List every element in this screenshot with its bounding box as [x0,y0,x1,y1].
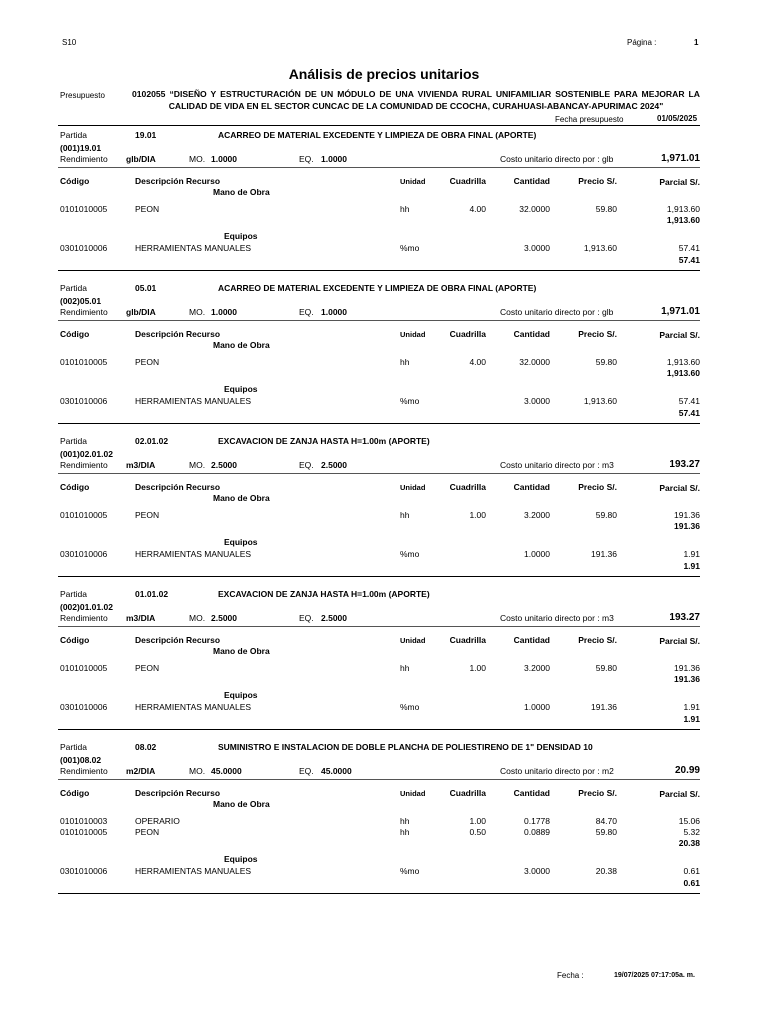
col-cuadrilla: Cuadrilla [449,482,486,492]
resource-precio: 59.80 [595,663,617,673]
labor-subtotal: 1,913.60 [666,215,700,225]
resource-unit: hh [400,204,410,214]
resource-code: 0101010005 [60,663,108,673]
rendimiento-label: Rendimiento [60,154,108,164]
rendimiento-unit: m3/DIA [126,460,156,470]
resource-unit: hh [400,663,410,673]
resource-desc: PEON [135,510,160,520]
equip-subtotal: 57.41 [678,408,700,418]
rendimiento-label: Rendimiento [60,766,108,776]
resource-parcial: 191.36 [674,510,700,520]
resource-cantidad: 3.0000 [524,866,550,876]
resource-desc: PEON [135,827,160,837]
col-cuadrilla: Cuadrilla [449,176,486,186]
equip-subtotal: 1.91 [683,714,700,724]
resource-precio: 59.80 [595,204,617,214]
rendimiento-unit: glb/DIA [126,307,156,317]
footer-date-label: Fecha : [557,971,584,980]
partida-description: ACARREO DE MATERIAL EXCEDENTE Y LIMPIEZA DE OBRA FINAL (APORTE) [218,283,537,293]
partida-code: 02.01.02 [135,436,169,446]
resource-precio: 1,913.60 [583,396,617,406]
col-cuadrilla: Cuadrilla [449,788,486,798]
mo-value: 2.5000 [211,460,237,470]
resource-cuadrilla: 1.00 [469,510,486,520]
resource-parcial: 5.32 [683,827,700,837]
equip-subtotal: 1.91 [683,561,700,571]
resource-desc: PEON [135,204,160,214]
mo-label: MO. [189,460,206,470]
col-parcial: Parcial S/. [659,177,700,187]
col-cuadrilla: Cuadrilla [449,329,486,339]
col-cantidad: Cantidad [513,329,550,339]
mo-value: 2.5000 [211,613,237,623]
budget-date-label: Fecha presupuesto [555,115,624,124]
resource-cantidad: 32.0000 [519,204,550,214]
mo-value: 1.0000 [211,154,237,164]
resource-code: 0101010005 [60,510,108,520]
resource-precio: 59.80 [595,357,617,367]
partida-divider [58,779,700,780]
col-cantidad: Cantidad [513,788,550,798]
resource-precio: 20.38 [595,866,617,876]
col-cuadrilla: Cuadrilla [449,635,486,645]
partida-block [0,127,768,280]
mano-de-obra-heading: Mano de Obra [213,340,270,350]
resource-cantidad: 32.0000 [519,357,550,367]
partida-label: Partida [60,130,87,140]
resource-cantidad: 3.0000 [524,396,550,406]
budget-description-line1: 0102055 “DISEÑO Y ESTRUCTURACIÓN DE UN MÓDULO DE UNA VIVIENDA RURAL UNIFAMILIAR SOSTENIBLE PARA MEJORAR LA [132,89,700,99]
partida-divider [58,320,700,321]
resource-cuadrilla: 1.00 [469,663,486,673]
eq-label: EQ. [299,154,314,164]
mano-de-obra-heading: Mano de Obra [213,646,270,656]
resource-cantidad: 0.0889 [524,827,550,837]
rendimiento-unit: glb/DIA [126,154,156,164]
rendimiento-label: Rendimiento [60,307,108,317]
equip-subtotal: 57.41 [678,255,700,265]
partida-label: Partida [60,283,87,293]
resource-desc: OPERARIO [135,816,180,826]
mano-de-obra-heading: Mano de Obra [213,187,270,197]
resource-desc: HERRAMIENTAS MANUALES [135,866,252,876]
col-cantidad: Cantidad [513,482,550,492]
resource-parcial: 0.61 [683,866,700,876]
col-precio: Precio S/. [578,176,617,186]
col-unidad: Unidad [400,789,426,798]
budget-date: 01/05/2025 [657,114,698,123]
col-descripcion: Descripción Recurso [135,329,221,339]
rendimiento-label: Rendimiento [60,613,108,623]
equipos-heading: Equipos [224,384,258,394]
partida-subcode: (001)08.02 [60,755,102,765]
col-parcial: Parcial S/. [659,789,700,799]
rendimiento-unit: m3/DIA [126,613,156,623]
col-unidad: Unidad [400,636,426,645]
partida-divider [58,473,700,474]
partida-block [0,433,768,586]
partida-subcode: (002)01.01.02 [60,602,113,612]
mo-label: MO. [189,613,206,623]
partida-block [0,280,768,433]
partida-code: 08.02 [135,742,157,752]
resource-unit: hh [400,816,410,826]
partida-end-divider [58,893,700,894]
equipos-heading: Equipos [224,854,258,864]
partida-code: 19.01 [135,130,157,140]
mano-de-obra-heading: Mano de Obra [213,493,270,503]
resource-cantidad: 1.0000 [524,702,550,712]
equipos-heading: Equipos [224,537,258,547]
col-parcial: Parcial S/. [659,483,700,493]
col-codigo: Código [60,635,90,645]
resource-cuadrilla: 4.00 [469,357,486,367]
partida-code: 01.01.02 [135,589,169,599]
resource-unit: hh [400,357,410,367]
col-unidad: Unidad [400,483,426,492]
partida-label: Partida [60,589,87,599]
mo-label: MO. [189,766,206,776]
resource-parcial: 57.41 [678,396,700,406]
labor-subtotal: 191.36 [674,521,700,531]
resource-precio: 191.36 [591,549,617,559]
col-precio: Precio S/. [578,788,617,798]
partida-description: SUMINISTRO E INSTALACION DE DOBLE PLANCHA DE POLIESTIRENO DE 1" DENSIDAD 10 [218,742,593,752]
resource-desc: HERRAMIENTAS MANUALES [135,396,252,406]
header-divider [58,125,700,126]
resource-precio: 84.70 [595,816,617,826]
col-parcial: Parcial S/. [659,636,700,646]
resource-desc: HERRAMIENTAS MANUALES [135,243,252,253]
unit-cost-value: 1,971.01 [661,153,700,164]
eq-value: 45.0000 [321,766,352,776]
resource-cantidad: 3.0000 [524,243,550,253]
page-number: 1 [694,38,699,47]
eq-value: 1.0000 [321,307,347,317]
col-codigo: Código [60,482,90,492]
partida-description: EXCAVACION DE ZANJA HASTA H=1.00m (APORTE) [218,589,430,599]
partida-block [0,586,768,739]
resource-unit: %mo [400,243,420,253]
resource-cuadrilla: 1.00 [469,816,486,826]
labor-subtotal: 20.38 [678,838,700,848]
partida-end-divider [58,576,700,577]
eq-value: 1.0000 [321,154,347,164]
resource-precio: 191.36 [591,702,617,712]
col-unidad: Unidad [400,177,426,186]
unit-cost-value: 193.27 [669,612,700,623]
resource-cuadrilla: 4.00 [469,204,486,214]
resource-cantidad: 3.2000 [524,510,550,520]
resource-code: 0101010005 [60,827,108,837]
report-code: S10 [62,38,77,47]
partida-divider [58,167,700,168]
partida-label: Partida [60,436,87,446]
partida-block [0,739,768,892]
resource-precio: 59.80 [595,827,617,837]
col-descripcion: Descripción Recurso [135,788,221,798]
col-unidad: Unidad [400,330,426,339]
eq-label: EQ. [299,613,314,623]
resource-desc: HERRAMIENTAS MANUALES [135,549,252,559]
partida-code: 05.01 [135,283,157,293]
mo-label: MO. [189,307,206,317]
resource-code: 0101010005 [60,357,108,367]
col-precio: Precio S/. [578,329,617,339]
mo-label: MO. [189,154,206,164]
eq-value: 2.5000 [321,460,347,470]
footer-date: 19/07/2025 07:17:05a. m. [614,972,695,979]
resource-unit: %mo [400,396,420,406]
partida-subcode: (001)02.01.02 [60,449,113,459]
col-precio: Precio S/. [578,635,617,645]
col-parcial: Parcial S/. [659,330,700,340]
col-descripcion: Descripción Recurso [135,635,221,645]
resource-code: 0301010006 [60,549,108,559]
unit-cost-label: Costo unitario directo por : glb [500,154,614,164]
col-codigo: Código [60,788,90,798]
resource-code: 0101010005 [60,204,108,214]
resource-unit: %mo [400,702,420,712]
resource-precio: 59.80 [595,510,617,520]
partida-description: EXCAVACION DE ZANJA HASTA H=1.00m (APORTE) [218,436,430,446]
resource-unit: %mo [400,549,420,559]
page-title: Análisis de precios unitarios [288,66,480,82]
resource-code: 0301010006 [60,396,108,406]
col-cantidad: Cantidad [513,176,550,186]
rendimiento-label: Rendimiento [60,460,108,470]
unit-cost-value: 1,971.01 [661,306,700,317]
resource-cuadrilla: 0.50 [469,827,486,837]
rendimiento-unit: m2/DIA [126,766,156,776]
partida-description: ACARREO DE MATERIAL EXCEDENTE Y LIMPIEZA DE OBRA FINAL (APORTE) [218,130,537,140]
resource-cantidad: 1.0000 [524,549,550,559]
partida-end-divider [58,270,700,271]
unit-cost-value: 20.99 [674,765,700,776]
partida-divider [58,626,700,627]
equipos-heading: Equipos [224,231,258,241]
labor-subtotal: 191.36 [674,674,700,684]
col-descripcion: Descripción Recurso [135,482,221,492]
labor-subtotal: 1,913.60 [666,368,700,378]
mo-value: 1.0000 [211,307,237,317]
eq-label: EQ. [299,307,314,317]
resource-parcial: 1.91 [683,702,700,712]
unit-cost-label: Costo unitario directo por : m2 [500,766,614,776]
eq-label: EQ. [299,460,314,470]
eq-label: EQ. [299,766,314,776]
unit-cost-value: 193.27 [669,459,700,470]
resource-cantidad: 0.1778 [524,816,550,826]
mano-de-obra-heading: Mano de Obra [213,799,270,809]
resource-desc: HERRAMIENTAS MANUALES [135,702,252,712]
equip-subtotal: 0.61 [683,878,700,888]
equipos-heading: Equipos [224,690,258,700]
resource-parcial: 57.41 [678,243,700,253]
col-precio: Precio S/. [578,482,617,492]
resource-code: 0301010006 [60,702,108,712]
resource-unit: %mo [400,866,420,876]
col-descripcion: Descripción Recurso [135,176,221,186]
resource-parcial: 1,913.60 [666,204,700,214]
partida-subcode: (001)19.01 [60,143,102,153]
page-label: Página : [627,38,657,47]
resource-code: 0101010003 [60,816,108,826]
col-cantidad: Cantidad [513,635,550,645]
budget-label: Presupuesto [60,91,105,100]
resource-parcial: 1.91 [683,549,700,559]
resource-desc: PEON [135,663,160,673]
partida-end-divider [58,729,700,730]
unit-cost-label: Costo unitario directo por : glb [500,307,614,317]
partida-end-divider [58,423,700,424]
resource-unit: hh [400,510,410,520]
resource-unit: hh [400,827,410,837]
budget-description-line2: CALIDAD DE VIDA EN EL SECTOR CUNCAC DE LA COMUNIDAD DE CCOCHA, CURAHUASI-ABANCAY-APURIMAC 2024" [168,101,664,111]
resource-parcial: 15.06 [678,816,700,826]
resource-precio: 1,913.60 [583,243,617,253]
unit-cost-label: Costo unitario directo por : m3 [500,613,614,623]
resource-parcial: 191.36 [674,663,700,673]
eq-value: 2.5000 [321,613,347,623]
resource-code: 0301010006 [60,243,108,253]
col-codigo: Código [60,329,90,339]
partida-label: Partida [60,742,87,752]
mo-value: 45.0000 [211,766,242,776]
col-codigo: Código [60,176,90,186]
unit-cost-label: Costo unitario directo por : m3 [500,460,614,470]
resource-parcial: 1,913.60 [666,357,700,367]
partida-subcode: (002)05.01 [60,296,102,306]
resource-code: 0301010006 [60,866,108,876]
resource-cantidad: 3.2000 [524,663,550,673]
resource-desc: PEON [135,357,160,367]
